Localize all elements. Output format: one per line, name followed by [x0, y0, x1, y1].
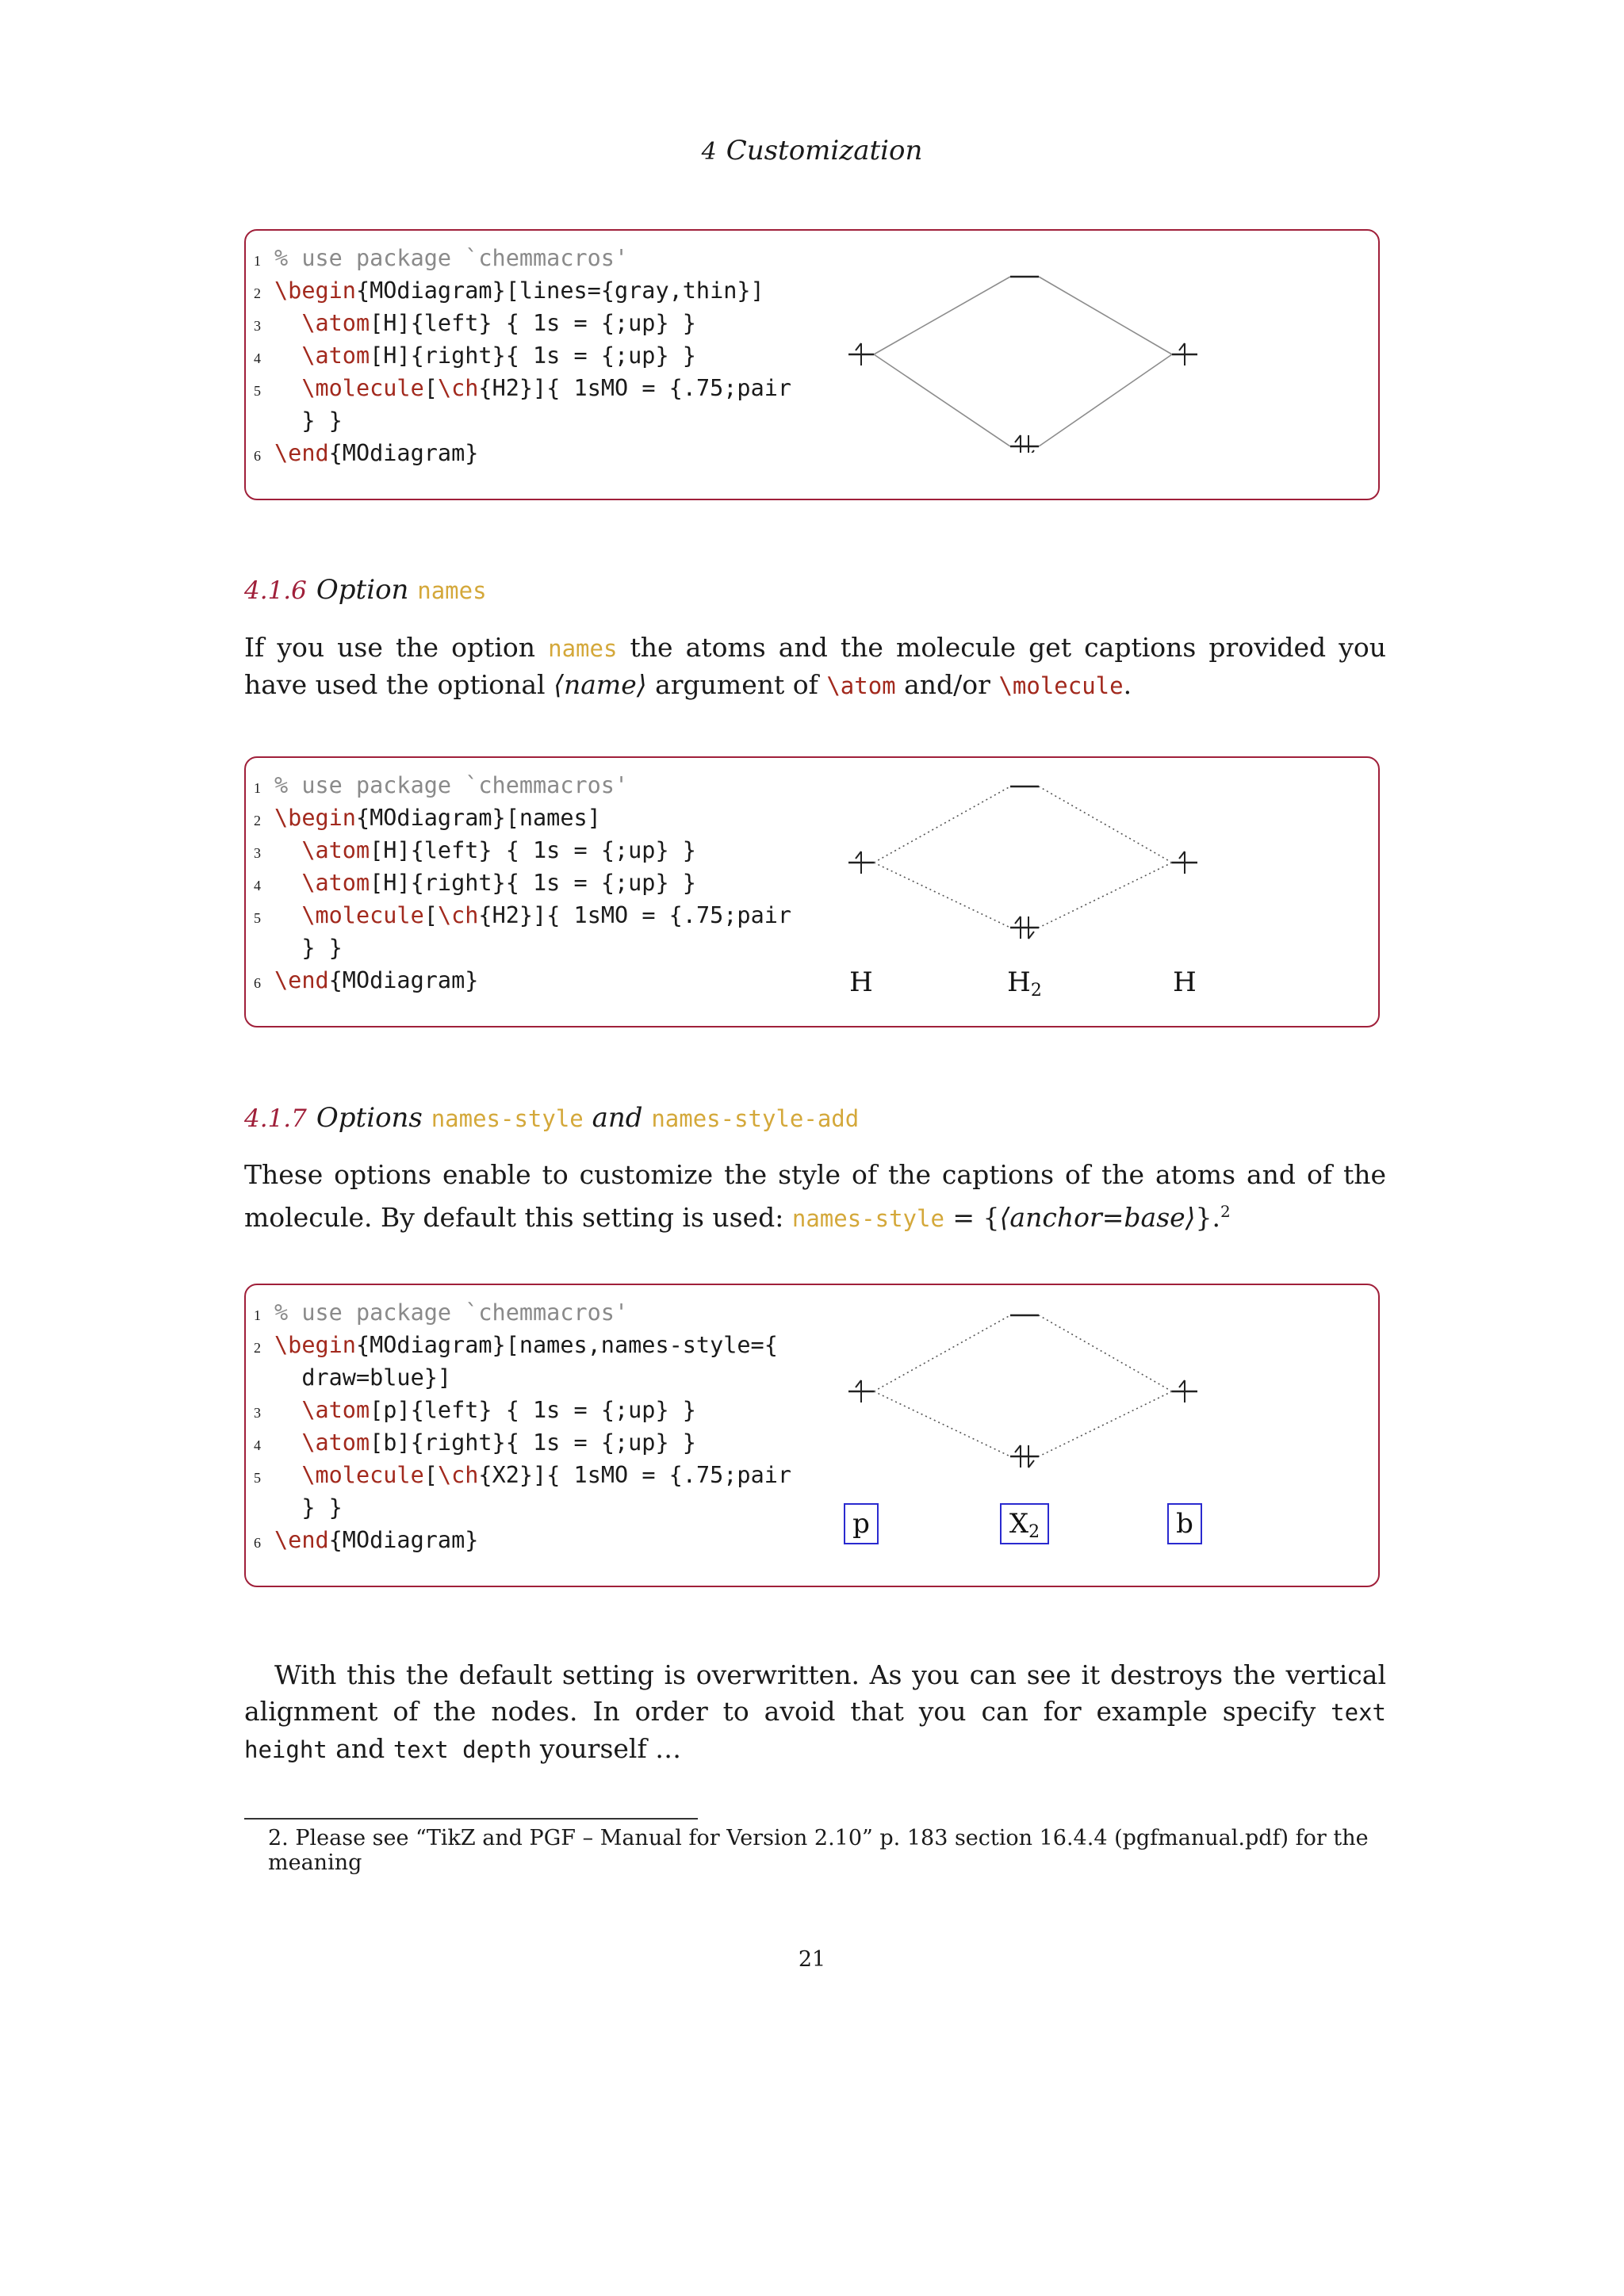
- code-text: {MOdiagram}: [355, 805, 506, 831]
- code-text: {H2}]{ 1sMO = {.75;pair: [478, 375, 792, 401]
- code-keyword: \molecule: [301, 902, 424, 928]
- code-text: draw=blue}]: [301, 1364, 452, 1391]
- code-text: } }: [301, 935, 343, 961]
- code-text: [names,names-style={: [505, 1332, 778, 1358]
- chapter-title: Customization: [726, 135, 923, 166]
- option-name: names: [417, 577, 487, 604]
- line-number: 2: [254, 1340, 261, 1356]
- correlation-line: [874, 354, 1010, 446]
- mo-levels: [848, 786, 1197, 939]
- option-name: names-style: [791, 1205, 944, 1232]
- atom-caption: H2: [1007, 966, 1042, 1001]
- correlation-line: [874, 1315, 1010, 1391]
- correlation-line: [874, 1391, 1010, 1456]
- mo-levels: [848, 277, 1197, 453]
- code-comment: % use package `chemmacros': [274, 1299, 629, 1326]
- atom-caption: X2: [1009, 1508, 1040, 1542]
- code-text: {MOdiagram}: [328, 1527, 479, 1553]
- code-text: {MOdiagram}: [328, 967, 479, 993]
- line-number: 5: [254, 910, 261, 926]
- code-text: {MOdiagram}: [328, 440, 479, 466]
- line-number: 6: [254, 975, 261, 991]
- line-number: 3: [254, 1405, 261, 1421]
- code-text: [: [423, 902, 438, 928]
- code-text: [names]: [505, 805, 601, 831]
- code-text: [H]{left} { 1s = {;up} }: [370, 310, 696, 336]
- line-number: 2: [254, 285, 261, 301]
- code-keyword: \molecule: [301, 375, 424, 401]
- code-keyword: \molecule: [301, 1462, 424, 1488]
- text: yourself …: [531, 1733, 682, 1764]
- code-text: } }: [301, 408, 343, 434]
- code-keyword: \ch: [437, 1462, 479, 1488]
- line-number: 1: [254, 780, 261, 796]
- code-text: {H2}]{ 1sMO = {.75;pair: [478, 902, 792, 928]
- mo-captions: [849, 966, 1197, 1001]
- section-heading-names: [244, 574, 487, 606]
- atom-caption: b: [1176, 1508, 1193, 1540]
- footnote-marker: 2: [1220, 1202, 1231, 1221]
- text: and/or: [895, 669, 999, 700]
- code-keyword: \atom: [301, 1397, 370, 1423]
- example-box-3: [244, 1284, 1380, 1587]
- footnote: [268, 1826, 1394, 1875]
- mo-diagram-3: [833, 1301, 1451, 1575]
- code-keyword: \atom: [301, 837, 370, 863]
- option-name: names-style: [431, 1105, 584, 1132]
- code-text: [: [423, 1462, 438, 1488]
- line-number: 6: [254, 448, 261, 464]
- section-title: and: [592, 1102, 643, 1134]
- code-keyword: \atom: [301, 870, 370, 896]
- code-listing-1: [246, 231, 848, 469]
- code-listing-3: [246, 1285, 848, 1556]
- correlation-line: [874, 277, 1010, 354]
- mo-diagram-1: [833, 262, 1451, 453]
- text: If you use the option: [244, 632, 549, 663]
- line-number: 4: [254, 878, 261, 894]
- line-number: 4: [254, 350, 261, 366]
- atom-caption: H: [1173, 966, 1197, 998]
- section-number: 4.1.6: [244, 576, 307, 605]
- text: }.: [1195, 1202, 1221, 1233]
- option-name: names: [548, 635, 618, 662]
- argument-name: ⟨name⟩: [553, 669, 647, 700]
- code-text: {MOdiagram}: [355, 277, 506, 304]
- code-keyword: \begin: [274, 805, 356, 831]
- correlation-line: [1039, 1315, 1172, 1391]
- footnote-number: 2.: [268, 1826, 289, 1850]
- correlation-line: [1039, 786, 1172, 863]
- code-listing-2: [246, 758, 848, 997]
- line-number: 5: [254, 383, 261, 399]
- line-number: 2: [254, 813, 261, 828]
- code-keyword: \ch: [437, 375, 479, 401]
- code-text: [b]{right}{ 1s = {;up} }: [370, 1429, 696, 1456]
- page-number: 21: [798, 1947, 826, 1972]
- paragraph-names-style: [244, 1157, 1386, 1237]
- code-keyword: \ch: [437, 902, 479, 928]
- code-keyword: \end: [274, 1527, 329, 1553]
- code-inline: text height: [244, 1699, 1386, 1763]
- code-keyword: \atom: [301, 1429, 370, 1456]
- code-text: [H]{right}{ 1s = {;up} }: [370, 870, 696, 896]
- footnote-rule: [244, 1818, 698, 1820]
- correlation-line: [1039, 277, 1172, 354]
- text: and: [327, 1733, 393, 1764]
- option-name: names-style-add: [651, 1105, 860, 1132]
- text: With this the default setting is overwritten. As you can see it destroys the vertical alignment of the nodes. In order to avoid that you can for example specify: [244, 1659, 1386, 1727]
- section-title: Options: [316, 1102, 423, 1134]
- mo-levels: [848, 1315, 1197, 1468]
- line-number: 3: [254, 318, 261, 334]
- running-header: [0, 135, 1624, 166]
- line-number: 6: [254, 1535, 261, 1551]
- text: = {: [944, 1202, 1000, 1233]
- code-inline: text depth: [393, 1736, 532, 1763]
- command-name: \atom: [826, 672, 896, 699]
- code-text: [lines={gray,thin}]: [505, 277, 764, 304]
- command-name: \molecule: [998, 672, 1124, 699]
- section-title: Option: [316, 574, 409, 606]
- line-number: 4: [254, 1437, 261, 1453]
- correlation-line: [1039, 1391, 1172, 1456]
- code-text: } }: [301, 1494, 343, 1521]
- argument-name: ⟨anchor=base⟩: [999, 1202, 1196, 1233]
- line-number: 5: [254, 1470, 261, 1486]
- code-keyword: \end: [274, 440, 329, 466]
- code-keyword: \begin: [274, 1332, 356, 1358]
- section-heading-names-style: [244, 1102, 859, 1134]
- paragraph-closing: [244, 1657, 1386, 1768]
- paragraph-names: [244, 629, 1386, 704]
- code-keyword: \begin: [274, 277, 356, 304]
- code-text: [H]{left} { 1s = {;up} }: [370, 837, 696, 863]
- code-keyword: \end: [274, 967, 329, 993]
- code-text: [H]{right}{ 1s = {;up} }: [370, 342, 696, 369]
- correlation-line: [1039, 354, 1172, 446]
- line-number: 3: [254, 845, 261, 861]
- mo-diagram-2: [833, 774, 1451, 1012]
- correlation-line: [874, 863, 1010, 928]
- code-text: [: [423, 375, 438, 401]
- line-number: 1: [254, 1307, 261, 1323]
- code-comment: % use package `chemmacros': [274, 245, 629, 271]
- correlation-line: [1039, 863, 1172, 928]
- line-number: 1: [254, 253, 261, 269]
- code-text: [p]{left} { 1s = {;up} }: [370, 1397, 696, 1423]
- code-keyword: \atom: [301, 342, 370, 369]
- text: argument of: [646, 669, 827, 700]
- code-text: {X2}]{ 1sMO = {.75;pair: [478, 1462, 792, 1488]
- example-box-1: [244, 229, 1380, 500]
- text: the atoms and the molecule get captions provided you have used the optional: [244, 632, 1386, 700]
- code-keyword: \atom: [301, 310, 370, 336]
- text: These options enable to customize the style of the captions of the atoms and of the molecule. By default this setting is used:: [244, 1159, 1386, 1233]
- atom-caption: H: [849, 966, 873, 998]
- example-box-2: [244, 756, 1380, 1027]
- atom-caption: p: [852, 1508, 870, 1540]
- correlation-line: [874, 786, 1010, 863]
- mo-captions: [845, 1504, 1201, 1544]
- chapter-number: 4: [701, 138, 717, 166]
- code-text: {MOdiagram}: [355, 1332, 506, 1358]
- text: .: [1123, 669, 1132, 700]
- code-comment: % use package `chemmacros': [274, 772, 629, 798]
- section-number: 4.1.7: [244, 1104, 307, 1133]
- footnote-text: Please see “TikZ and PGF – Manual for Version 2.10” p. 183 section 16.4.4 (pgfmanual.pdf) for the meaning: [268, 1826, 1369, 1875]
